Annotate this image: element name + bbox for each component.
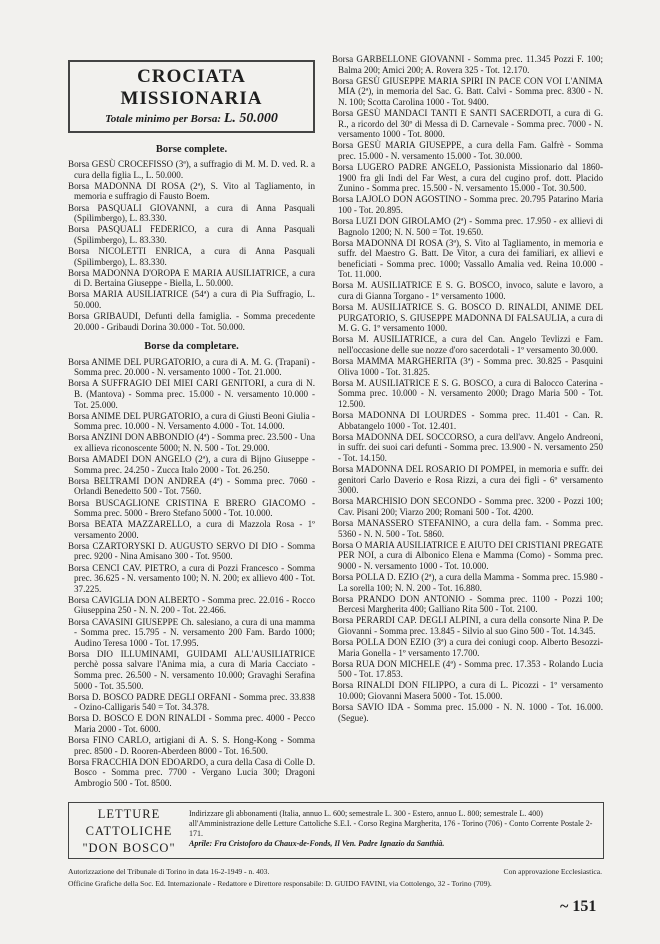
borsa-entry: Borsa PASQUALI FEDERICO, a cura di Anna Pasquali (Spilimbergo), L. 83.330. <box>68 224 315 245</box>
borsa-entry: Borsa MADONNA DI LOURDES - Somma prec. 11.401 - Can. R. Abbatangelo 1000 - Tot. 12.401. <box>332 410 603 431</box>
printer-text: Officine Grafiche della Soc. Ed. Internazionale - Redattore e Direttore responsabile: D. GUIDO FAVINI, via Cottolengo, 32 - Torino (709). <box>68 879 492 888</box>
subtitle-amount: L. 50.000 <box>223 111 278 126</box>
borsa-entry: Borsa GARBELLONE GIOVANNI - Somma prec. 11.345 Pozzi F. 100; Balma 200; Amici 200; A. Rovera 325 - Tot. 12.170. <box>332 54 603 75</box>
borsa-entry: Borsa RINALDI DON FILIPPO, a cura di L. Picozzi - 1º versamento 10.000; Giovanni Masera 5000 - Tot. 15.000. <box>332 680 603 702</box>
borsa-entry: Borsa AMADEI DON ANGELO (2ª), a cura di Bijno Giuseppe - Somma prec. 24.250 - Zucca Italo 2000 - Tot. 26.250. <box>68 454 315 475</box>
letture-line1: LETTURE <box>97 807 161 821</box>
borsa-entry: Borsa POLLA DON EZIO (3ª) a cura dei coniugi coop. Alberto Besozzi-Maria Gonella - 1º versamento 17.700. <box>332 637 603 658</box>
borsa-entry: Borsa MARCHISIO DON SECONDO - Somma prec. 3200 - Pozzi 100; Cav. Pisani 200; Viarzo 200; Romani 500 - Tot. 4200. <box>332 496 603 517</box>
borsa-entry: Borsa CAVIGLIA DON ALBERTO - Somma prec. 22.016 - Rocco Giuseppina 250 - N. N. 200 - Tot. 22.466. <box>68 594 315 616</box>
borsa-entry: Borsa MADONNA D'OROPA E MARIA AUSILIATRICE, a cura di D. Bertaina Giuseppe - Biella, L. 50.000. <box>68 267 315 289</box>
authorization-text: Autorizzazione del Tribunale di Torino in data 16-2-1949 - n. 403. <box>68 867 270 876</box>
borsa-entry: Borsa BEATA MAZZARELLO, a cura di Mazzola Rosa - 1º versamento 2000. <box>68 519 315 540</box>
footer-box <box>68 802 604 859</box>
borsa-entry: Borsa M. AUSILIATRICE, a cura del Can. Angelo Tevlizzi e Fam. nell'occasione delle sue nozze d'oro sacerdotali - 1º versamento 30.000. <box>332 334 603 356</box>
borsa-entry: Borsa D. BOSCO E DON RINALDI - Somma prec. 4000 - Pecco Maria 2000 - Tot. 6000. <box>68 713 315 734</box>
borsa-entry: Borsa GRIBAUDI, Defunti della famiglia. - Somma precedente 20.000 - Gribaudi Dorina 30.000 - Tot. 50.000. <box>68 311 315 332</box>
borsa-entry: Borsa POLLA D. EZIO (2ª), a cura della Mamma - Somma prec. 15.980 - La sorella 100; N. N. 200 - Tot. 16.880. <box>332 572 603 593</box>
borsa-entry: Borsa BELTRAMI DON ANDREA (4ª) - Somma prec. 7060 - Orlandi Benedetto 500 - Tot. 7560. <box>68 475 315 497</box>
borsa-entry: Borsa GESÙ CROCEFISSO (3ª), a suffragio di M. M. D. ved. R. a cura della figlia L., L. 50.000. <box>68 159 315 180</box>
borsa-entry: Borsa O MARIA AUSILIATRICE E AIUTO DEI CRISTIANI PREGATE PER NOI, a cura di Albonico Elena e Mamma (Como) - Somma prec. 9000 - N. versamento 1000 - Tot. 10.000. <box>332 539 603 571</box>
borsa-entry: Borsa D. BOSCO PADRE DEGLI ORFANI - Somma prec. 33.838 - Ozino-Calligaris 540 = Tot. 34.378. <box>68 691 315 713</box>
right-column <box>332 54 603 724</box>
borsa-entry: Borsa M. AUSILIATRICE E S. G. BOSCO, invoco, salute e lavoro, a cura di Gianna Torgano - 1º versamento 1000. <box>332 280 603 302</box>
letture-cattoliche-logo <box>75 806 183 857</box>
borsa-entry: Borsa M. AUSILIATRICE E S. G. BOSCO, a cura di Balocco Caterina - Somma prec. 10.000 - N. versamento 2000; Drago Maria 500 - Tot. 12.500. <box>332 377 603 409</box>
approval-text: Con approvazione Ecclesiastica. <box>503 867 602 876</box>
title-box <box>68 60 315 133</box>
borsa-entry: Borsa FINO CARLO, artigiani di A. S. S. Hong-Kong - Somma prec. 8500 - D. Rooren-Aberdeen 8000 - Tot. 16.500. <box>68 735 315 756</box>
borsa-entry: Borsa ANZINI DON ABBONDIO (4ª) - Somma prec. 23.500 - Una ex allieva riconoscente 5000; N. N. 500 - Tot. 29.000. <box>68 432 315 454</box>
borsa-entry: Borsa CZARTORYSKI D. AUGUSTO SERVO DI DIO - Somma prec. 9200 - Nina Amisano 300 - Tot. 9500. <box>68 540 315 562</box>
borsa-entry: Borsa M. AUSILIATRICE S. G. BOSCO D. RINALDI, ANIME DEL PURGATORIO, S. GIUSEPPE MADONNA DI FALSAULIA, a cura di M. G. G. 1º versamento 1000. <box>332 302 603 334</box>
borsa-entry: Borsa PASQUALI GIOVANNI, a cura di Anna Pasquali (Spilimbergo), L. 83.330. <box>68 202 315 224</box>
borsa-entry: Borsa MANASSERO STEFANINO, a cura della fam. - Somma prec. 5360 - N. N. 500 - Tot. 5860. <box>332 518 603 539</box>
page-number: ~ 151 <box>560 898 597 915</box>
borsa-entry: Borsa MADONNA DEL SOCCORSO, a cura dell'avv. Angelo Andreoni, in suffr. dei suoi cari defunti - Somma prec. 13.900 - N. versamento 250 - Tot. 14.150. <box>332 431 603 463</box>
borsa-entry: Borsa NICOLETTI ENRICA, a cura di Anna Pasquali (Spilimbergo), L. 83.330. <box>68 245 315 267</box>
borsa-entry: Borsa GESÙ MANDACI TANTI E SANTI SACERDOTI, a cura di G. R., a ricordo del 30º di Messa di D. Carnevale - Somma prec. 7000 - N. versamento 1000 - Tot. 8000. <box>332 107 603 140</box>
subscription-info <box>189 809 599 849</box>
borsa-entry: Borsa RUA DON MICHELE (4ª) - Somma prec. 17.353 - Rolando Lucia 500 - Tot. 17.853. <box>332 658 603 680</box>
borsa-entry: Borsa DIO ILLUMINAMI, GUIDAMI ALL'AUSILIATRICE perchè possa salvare l'Anima mia, a cura di Maria Cacciato - Somma prec. 26.500 - N. versamento 10.000; Gravaghi Serafina 5000 - Tot. 35.500. <box>68 648 315 691</box>
borsa-entry: Borsa MAMMA MARGHERITA (3ª) - Somma prec. 30.825 - Pasquini Oliva 1000 - Tot. 31.825. <box>332 356 603 377</box>
borsa-entry: Borsa CENCI CAV. PIETRO, a cura di Pozzi Francesco - Somma prec. 36.625 - N. versamento 100; N. N. 200; ex allievo 400 - Tot. 37.225. <box>68 562 315 594</box>
incomplete-heading: Borse da completare. <box>144 341 239 353</box>
borsa-entry: Borsa GESÙ GIUSEPPE MARIA SPIRI IN PACE CON VOI L'ANIMA MIA (2ª), in memoria del Sac. G. Batt. Calvi - Somma prec. 8300 - N. N. 100; Scotta Carolina 1000 - Tot. 9400. <box>332 75 603 107</box>
borsa-entry: Borsa LUGERO PADRE ANGELO, Passionista Missionario dal 1860-1900 fra gli Indi del Far West, a cura del cugino prof. dott. Placido Zunino - Somma prec. 15.500 - N. versamento 15.000 - Tot. 30.500. <box>332 161 603 194</box>
april-issue-text: Aprile: Fra Cristoforo da Chaux-de-Fonds, Il Ven. Padre Ignazio da Santhià. <box>189 839 445 848</box>
borsa-entry: Borsa PERARDI CAP. DEGLI ALPINI, a cura della consorte Nina P. De Giovanni - Somma prec. 13.845 - Silvio al suo Gino 500 - Tot. 14.345. <box>332 615 603 636</box>
incomplete-list <box>68 357 315 789</box>
borsa-entry: Borsa ANIME DEL PURGATORIO, a cura di Giusti Beoni Giulia - Somma prec. 10.000 - N. Versamento 4.000 - Tot. 14.000. <box>68 410 315 432</box>
borsa-entry: Borsa CAVASINI GIUSEPPE Ch. salesiano, a cura di una mamma - Somma prec. 15.795 - N. versamento 200 Fam. Bardo 1000; Audino Teresa 1000 - Tot. 17.995. <box>68 616 315 648</box>
borsa-entry: Borsa MARIA AUSILIATRICE (54ª) a cura di Pia Suffragio, L. 50.000. <box>68 289 315 310</box>
borsa-entry: Borsa FRACCHIA DON EDOARDO, a cura della Casa di Colle D. Bosco - Somma prec. 7700 - Vergano Lucia 300; Dragoni Ambrogio 500 - Tot. 8500. <box>68 756 315 788</box>
borsa-entry: Borsa BUSCAGLIONE CRISTINA E BRERO GIACOMO - Somma prec. 5000 - Brero Stefano 5000 - Tot. 10.000. <box>68 497 315 519</box>
borsa-entry: Borsa SAVIO IDA - Somma prec. 15.000 - N. N. 1000 - Tot. 16.000. (Segue). <box>332 702 603 723</box>
borsa-entry: Borsa ANIME DEL PURGATORIO, a cura di A. M. G. (Trapani) - Somma prec. 20.000 - N. versamento 1000 - Tot. 21.000. <box>68 356 315 378</box>
complete-list <box>68 159 315 332</box>
page-title: CROCIATA MISSIONARIA <box>120 66 263 109</box>
left-column <box>68 60 315 789</box>
borsa-entry: Borsa PRANDO DON ANTONIO - Somma prec. 1100 - Pozzi 100; Bercesi Margherita 400; Galliano Rita 500 - Tot. 2100. <box>332 593 603 615</box>
page-subtitle <box>76 111 307 126</box>
borsa-entry: Borsa MADONNA DI ROSA (2ª), S. Vito al Tagliamento, in memoria e suffragio di Fausto Boem. <box>68 180 315 202</box>
complete-heading: Borse complete. <box>155 143 228 155</box>
subtitle-prefix: Totale minimo per Borsa: <box>105 113 222 125</box>
borsa-entry: Borsa A SUFFRAGIO DEI MIEI CARI GENITORI, a cura di N. B. (Mantova) - Somma prec. 15.000 - N. versamento 10.000 - Tot. 25.000. <box>68 378 315 410</box>
page-number-value: 151 <box>572 898 597 915</box>
borsa-entry: Borsa LUZI DON GIROLAMO (2ª) - Somma prec. 17.950 - ex allievi di Bagnolo 1200; N. N. 500 = Tot. 19.650. <box>332 215 603 237</box>
borsa-entry: Borsa MADONNA DI ROSA (3ª), S. Vito al Tagliamento, in memoria e suffr. del Maestro G. Batt. De Vitor, a cura dei familiari, ex allievi e beneficiati - Somma prec. 1000; Vassallo Amalia ved. Reina 10.000 - Tot. 11.000. <box>332 237 603 280</box>
borsa-entry: Borsa MADONNA DEL ROSARIO DI POMPEI, in memoria e suffr. dei genitori Carlo Daverio e Rosa Rizzi, a cura dei figli - 6º versamento 3000. <box>332 464 603 496</box>
letture-line2: CATTOLICHE <box>85 824 173 838</box>
subscription-text: Indirizzare gli abbonamenti (Italia, annuo L. 600; semestrale L. 300 - Estero, annuo L. 800; semestrale L. 400) all'Amministrazione delle Letture Cattoliche S.E.I. - Corso Regina Margherita, 176 - Torino (706) - Conto Corrente Postale 2-171. <box>189 809 593 838</box>
borsa-entry: Borsa LAJOLO DON AGOSTINO - Somma prec. 20.795 Patarino Maria 100 - Tot. 20.895. <box>332 194 603 215</box>
letture-line3: "DON BOSCO" <box>82 841 176 855</box>
borsa-entry: Borsa GESÙ MARIA GIUSEPPE, a cura della Fam. Galfrè - Somma prec. 15.000 - N. versamento 15.000 - Tot. 30.000. <box>332 140 603 161</box>
